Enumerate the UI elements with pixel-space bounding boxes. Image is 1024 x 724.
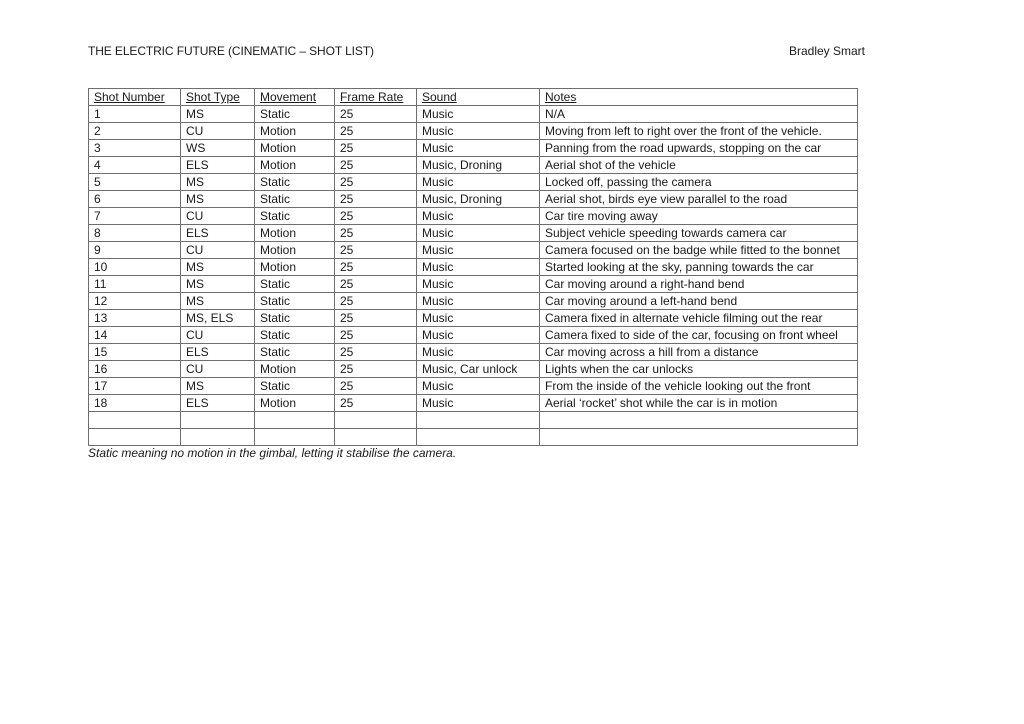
- cell-shot-number: 5: [89, 174, 181, 191]
- table-row: [89, 361, 858, 378]
- cell-frame-rate: 25: [335, 361, 417, 378]
- cell-notes: Car moving across a hill from a distance: [540, 344, 858, 361]
- cell-frame-rate: 25: [335, 293, 417, 310]
- cell-shot-type: CU: [181, 327, 255, 344]
- table-row: [89, 157, 858, 174]
- cell-frame-rate: 25: [335, 123, 417, 140]
- cell-sound: Music: [417, 293, 540, 310]
- column-header-label: Movement: [260, 90, 317, 104]
- table-body: [89, 106, 858, 446]
- cell-shot-type: CU: [181, 208, 255, 225]
- column-header-frame-rate: [335, 89, 417, 106]
- cell-notes: Lights when the car unlocks: [540, 361, 858, 378]
- table-row: [89, 429, 858, 446]
- cell-notes: N/A: [540, 106, 858, 123]
- cell-sound: Music: [417, 378, 540, 395]
- cell-sound: Music: [417, 242, 540, 259]
- cell-shot-number: 9: [89, 242, 181, 259]
- cell-notes: Car moving around a right-hand bend: [540, 276, 858, 293]
- cell-shot-number: 15: [89, 344, 181, 361]
- cell-shot-type: ELS: [181, 225, 255, 242]
- column-header-shot-number: [89, 89, 181, 106]
- shot-list-table: [88, 88, 858, 446]
- cell-shot-number: 1: [89, 106, 181, 123]
- cell-notes: From the inside of the vehicle looking out the front: [540, 378, 858, 395]
- cell-sound: Music, Car unlock: [417, 361, 540, 378]
- cell-shot-number: 12: [89, 293, 181, 310]
- cell-frame-rate: [335, 412, 417, 429]
- cell-shot-type: WS: [181, 140, 255, 157]
- table-row: [89, 378, 858, 395]
- cell-movement: Static: [255, 378, 335, 395]
- cell-movement: Motion: [255, 361, 335, 378]
- cell-shot-type: ELS: [181, 395, 255, 412]
- cell-movement: Motion: [255, 395, 335, 412]
- cell-shot-number: 13: [89, 310, 181, 327]
- cell-movement: Motion: [255, 123, 335, 140]
- cell-shot-number: 3: [89, 140, 181, 157]
- table-row: [89, 174, 858, 191]
- column-header-label: Notes: [545, 90, 577, 104]
- cell-shot-type: MS: [181, 293, 255, 310]
- cell-shot-type: MS: [181, 191, 255, 208]
- table-row: [89, 140, 858, 157]
- cell-shot-type: MS: [181, 106, 255, 123]
- table-row: [89, 123, 858, 140]
- cell-notes: Camera fixed to side of the car, focusing on front wheel: [540, 327, 858, 344]
- cell-movement: [255, 429, 335, 446]
- cell-frame-rate: 25: [335, 106, 417, 123]
- column-header-label: Frame Rate: [340, 90, 404, 104]
- cell-notes: Subject vehicle speeding towards camera car: [540, 225, 858, 242]
- table-row: [89, 191, 858, 208]
- cell-shot-number: 4: [89, 157, 181, 174]
- cell-sound: Music: [417, 327, 540, 344]
- cell-movement: Static: [255, 310, 335, 327]
- cell-shot-type: [181, 412, 255, 429]
- cell-frame-rate: 25: [335, 174, 417, 191]
- cell-notes: Moving from left to right over the front of the vehicle.: [540, 123, 858, 140]
- cell-shot-type: ELS: [181, 157, 255, 174]
- cell-sound: Music: [417, 106, 540, 123]
- cell-sound: Music: [417, 344, 540, 361]
- cell-frame-rate: 25: [335, 276, 417, 293]
- cell-shot-type: MS, ELS: [181, 310, 255, 327]
- cell-frame-rate: 25: [335, 140, 417, 157]
- cell-sound: Music: [417, 174, 540, 191]
- cell-notes: Aerial shot of the vehicle: [540, 157, 858, 174]
- cell-shot-number: [89, 429, 181, 446]
- cell-shot-type: MS: [181, 174, 255, 191]
- cell-frame-rate: 25: [335, 344, 417, 361]
- cell-shot-number: 11: [89, 276, 181, 293]
- cell-frame-rate: 25: [335, 225, 417, 242]
- cell-shot-type: [181, 429, 255, 446]
- cell-frame-rate: 25: [335, 310, 417, 327]
- cell-sound: Music: [417, 276, 540, 293]
- cell-movement: Static: [255, 276, 335, 293]
- column-header-label: Sound: [422, 90, 457, 104]
- cell-shot-type: MS: [181, 259, 255, 276]
- cell-sound: Music: [417, 123, 540, 140]
- cell-notes: Aerial shot, birds eye view parallel to the road: [540, 191, 858, 208]
- document-title: THE ELECTRIC FUTURE (CINEMATIC – SHOT LIST): [88, 44, 374, 58]
- cell-sound: Music, Droning: [417, 191, 540, 208]
- cell-sound: Music: [417, 140, 540, 157]
- cell-frame-rate: 25: [335, 327, 417, 344]
- cell-shot-type: MS: [181, 276, 255, 293]
- column-header-notes: [540, 89, 858, 106]
- table-row: [89, 106, 858, 123]
- cell-shot-number: 7: [89, 208, 181, 225]
- table-row: [89, 242, 858, 259]
- cell-frame-rate: 25: [335, 208, 417, 225]
- cell-notes: Car tire moving away: [540, 208, 858, 225]
- cell-movement: Static: [255, 174, 335, 191]
- cell-shot-number: 18: [89, 395, 181, 412]
- cell-movement: [255, 412, 335, 429]
- cell-shot-number: 17: [89, 378, 181, 395]
- cell-movement: Motion: [255, 140, 335, 157]
- column-header-sound: [417, 89, 540, 106]
- cell-notes: Aerial ‘rocket’ shot while the car is in motion: [540, 395, 858, 412]
- table-row: [89, 276, 858, 293]
- table-header-row: [89, 89, 858, 106]
- cell-movement: Motion: [255, 242, 335, 259]
- table-row: [89, 344, 858, 361]
- cell-movement: Motion: [255, 225, 335, 242]
- column-header-shot-type: [181, 89, 255, 106]
- table-row: [89, 208, 858, 225]
- cell-shot-number: 6: [89, 191, 181, 208]
- cell-notes: Started looking at the sky, panning towards the car: [540, 259, 858, 276]
- table-row: [89, 327, 858, 344]
- cell-notes: Panning from the road upwards, stopping on the car: [540, 140, 858, 157]
- cell-shot-number: 10: [89, 259, 181, 276]
- cell-movement: Static: [255, 106, 335, 123]
- table-row: [89, 225, 858, 242]
- cell-frame-rate: 25: [335, 157, 417, 174]
- cell-sound: Music: [417, 208, 540, 225]
- cell-sound: Music, Droning: [417, 157, 540, 174]
- column-header-label: Shot Number: [94, 90, 165, 104]
- cell-movement: Static: [255, 208, 335, 225]
- table-row: [89, 310, 858, 327]
- cell-movement: Static: [255, 191, 335, 208]
- cell-notes: Car moving around a left-hand bend: [540, 293, 858, 310]
- column-header-label: Shot Type: [186, 90, 240, 104]
- cell-shot-number: [89, 412, 181, 429]
- cell-frame-rate: 25: [335, 242, 417, 259]
- cell-sound: [417, 429, 540, 446]
- table-row: [89, 259, 858, 276]
- cell-movement: Motion: [255, 157, 335, 174]
- cell-movement: Motion: [255, 259, 335, 276]
- cell-shot-number: 16: [89, 361, 181, 378]
- cell-sound: Music: [417, 259, 540, 276]
- cell-shot-type: CU: [181, 242, 255, 259]
- cell-notes: [540, 412, 858, 429]
- cell-movement: Static: [255, 344, 335, 361]
- author-name: Bradley Smart: [788, 44, 865, 58]
- table-row: [89, 412, 858, 429]
- cell-frame-rate: 25: [335, 378, 417, 395]
- cell-sound: Music: [417, 225, 540, 242]
- cell-frame-rate: 25: [335, 259, 417, 276]
- cell-notes: Camera fixed in alternate vehicle filming out the rear: [540, 310, 858, 327]
- cell-shot-type: MS: [181, 378, 255, 395]
- cell-shot-number: 8: [89, 225, 181, 242]
- cell-sound: [417, 412, 540, 429]
- cell-shot-type: CU: [181, 361, 255, 378]
- cell-movement: Static: [255, 327, 335, 344]
- cell-shot-number: 14: [89, 327, 181, 344]
- cell-notes: [540, 429, 858, 446]
- cell-shot-type: ELS: [181, 344, 255, 361]
- cell-frame-rate: 25: [335, 191, 417, 208]
- cell-notes: Locked off, passing the camera: [540, 174, 858, 191]
- column-header-movement: [255, 89, 335, 106]
- footnote: Static meaning no motion in the gimbal, letting it stabilise the camera.: [88, 446, 457, 460]
- cell-movement: Static: [255, 293, 335, 310]
- cell-sound: Music: [417, 310, 540, 327]
- cell-notes: Camera focused on the badge while fitted to the bonnet: [540, 242, 858, 259]
- cell-frame-rate: [335, 429, 417, 446]
- table-row: [89, 293, 858, 310]
- cell-frame-rate: 25: [335, 395, 417, 412]
- cell-shot-number: 2: [89, 123, 181, 140]
- cell-shot-type: CU: [181, 123, 255, 140]
- cell-sound: Music: [417, 395, 540, 412]
- table-row: [89, 395, 858, 412]
